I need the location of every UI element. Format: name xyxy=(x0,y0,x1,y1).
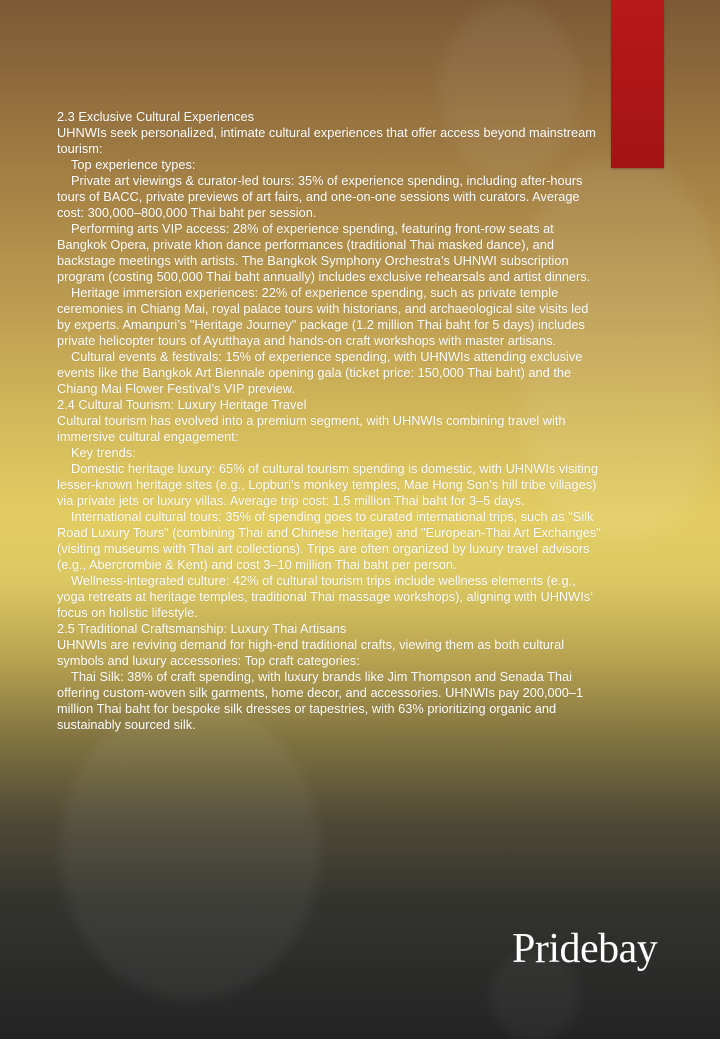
bookmark-ribbon xyxy=(611,0,664,168)
section-heading: 2.3 Exclusive Cultural Experiences xyxy=(57,109,255,124)
section-heading: 2.4 Cultural Tourism: Luxury Heritage Travel xyxy=(57,397,307,412)
body-text xyxy=(57,109,605,733)
body-paragraph: Cultural events & festivals: 15% of experience spending, with UHNWIs attending exclusive events like the Bangkok Art Biennale opening gala (ticket price: 150,000 Thai baht) and the Chiang Mai Flower Festival’s VIP preview. xyxy=(57,349,583,396)
body-paragraph: International cultural tours: 35% of spending goes to curated international trips, such as "Silk Road Luxury Tours" (combining Thai and Chinese heritage) and "European-Thai Art Exchanges" (visiting museums with Thai art collections). Trips are often organized by luxury travel advisors (e.g., Abercrombie & Kent) and cost 3–10 million Thai baht per person. xyxy=(57,509,601,572)
body-paragraph: Wellness-integrated culture: 42% of cultural tourism trips include wellness elements (e.g., yoga retreats at heritage temples, traditional Thai massage workshops), aligning with UHNWIs’ focus on holistic lifestyle. xyxy=(57,573,593,620)
body-paragraph: Performing arts VIP access: 28% of experience spending, featuring front-row seats at Bangkok Opera, private khon dance performances (traditional Thai masked dance), and backstage meetings with artists. The Bangkok Symphony Orchestra’s UHNWI subscription program (costing 500,000 Thai baht annually) includes exclusive rehearsals and artist dinners. xyxy=(57,221,591,284)
body-paragraph: UHNWIs seek personalized, intimate cultural experiences that offer access beyond mainstream tourism: xyxy=(57,125,596,156)
brand-logo: Pridebay xyxy=(512,926,658,972)
body-paragraph: Key trends: xyxy=(71,445,136,460)
body-paragraph: Top experience types: xyxy=(71,157,196,172)
body-paragraph: Cultural tourism has evolved into a premium segment, with UHNWIs combining travel with immersive cultural engagement: xyxy=(57,413,566,444)
body-paragraph: UHNWIs are reviving demand for high-end traditional crafts, viewing them as both cultural symbols and luxury accessories: Top craft categories: xyxy=(57,637,565,668)
background-glow xyxy=(60,700,320,1000)
section-heading: 2.5 Traditional Craftsmanship: Luxury Thai Artisans xyxy=(57,621,347,636)
body-paragraph: Domestic heritage luxury: 65% of cultural tourism spending is domestic, with UHNWIs visiting lesser-known heritage sites (e.g., Lopburi’s monkey temples, Mae Hong Son’s hill tribe villages) via private jets or luxury villas. Average trip cost: 1.5 million Thai baht for 3–5 days. xyxy=(57,461,598,508)
body-paragraph: Private art viewings & curator-led tours: 35% of experience spending, including after-hours tours of BACC, private previews of art fairs, and one-on-one sessions with curators. Average cost: 300,000–800,000 Thai baht per session. xyxy=(57,173,583,220)
body-paragraph: Thai Silk: 38% of craft spending, with luxury brands like Jim Thompson and Senada Thai offering custom-woven silk garments, home decor, and accessories. UHNWIs pay 200,000–1 million Thai baht for bespoke silk dresses or tapestries, with 63% prioritizing organic and sustainably sourced silk. xyxy=(57,669,584,732)
body-paragraph: Heritage immersion experiences: 22% of experience spending, such as private temple ceremonies in Chiang Mai, royal palace tours with historians, and archaeological site visits led by experts. Amanpuri’s "Heritage Journey" package (1.2 million Thai baht for 5 days) includes private helicopter tours of Ayutthaya and hands-on craft workshops with master artisans. xyxy=(57,285,589,348)
